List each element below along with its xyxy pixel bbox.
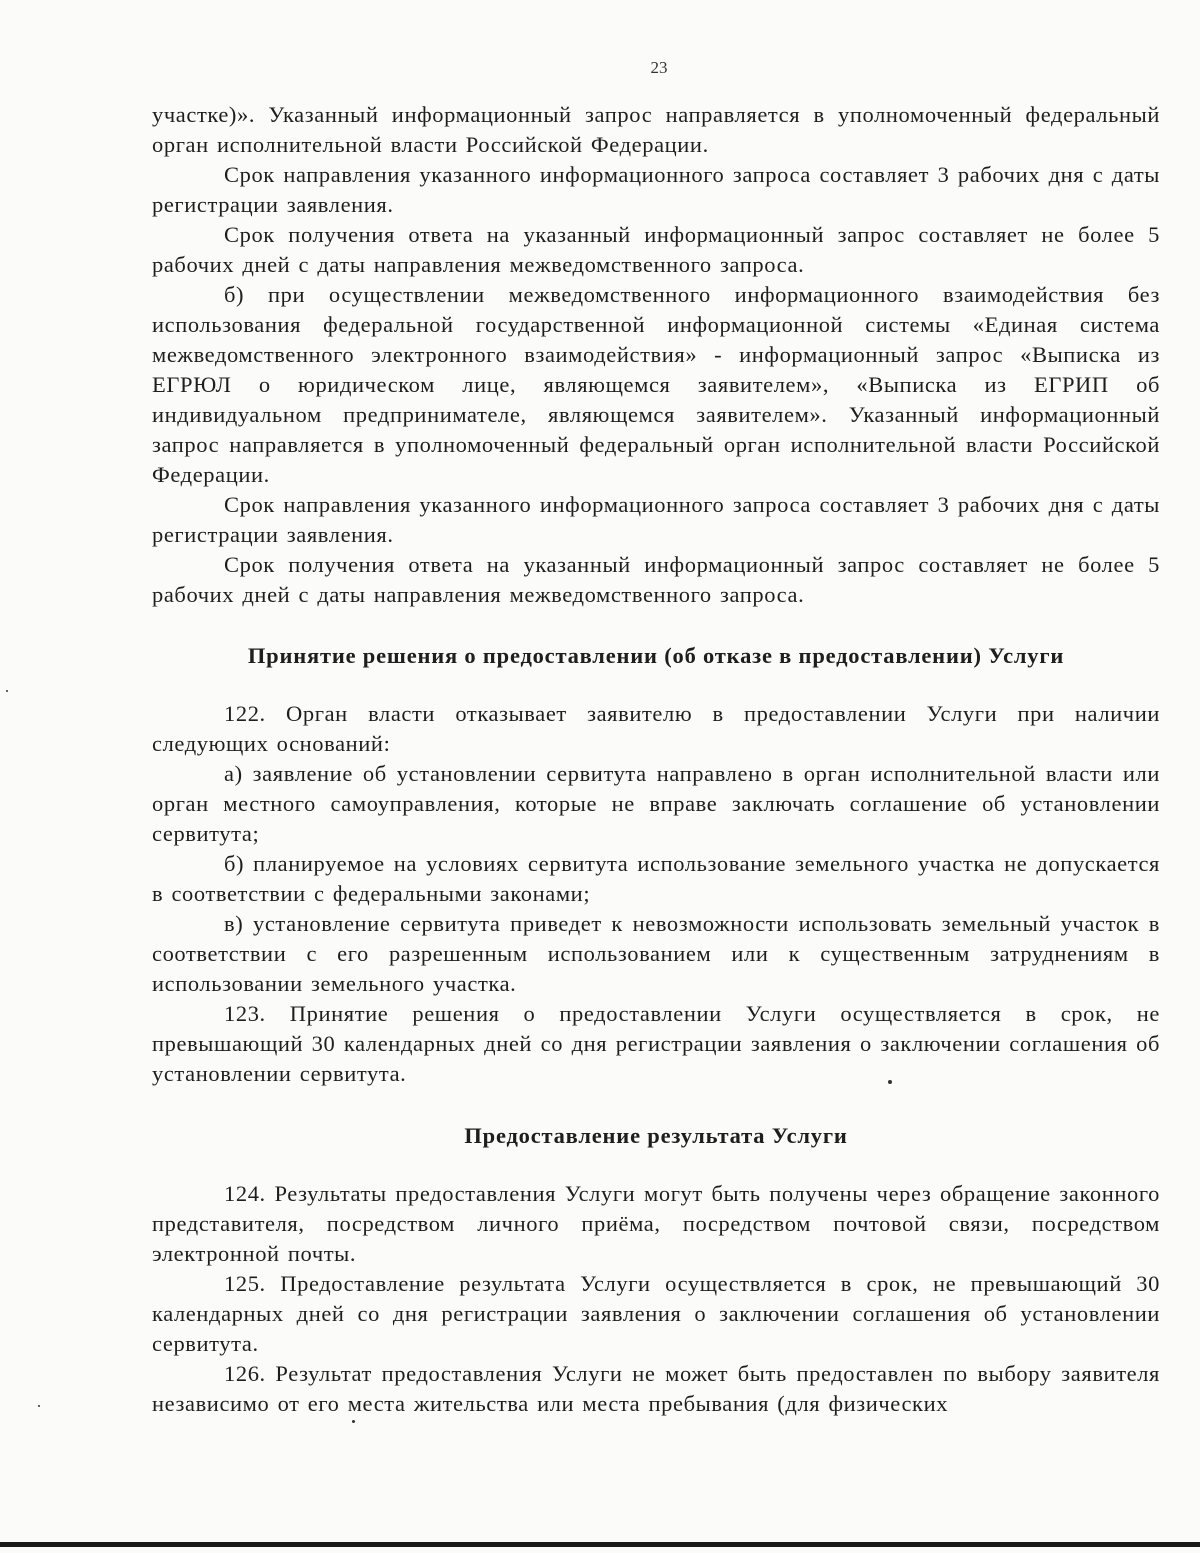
paragraph: Срок направления указанного информационного запроса составляет 3 рабочих дня с даты регистрации заявления. xyxy=(152,162,1160,217)
paragraph: Срок направления указанного информационного запроса составляет 3 рабочих дня с даты регистрации заявления. xyxy=(152,492,1160,547)
paragraph-126: 126. Результат предоставления Услуги не может быть предоставлен по выбору заявителя независимо от его места жительства или места пребывания (для физических xyxy=(152,1361,1160,1416)
paragraph-122-a: а) заявление об установлении сервитута направлено в орган исполнительной власти или орган местного самоуправления, которые не вправе заключать соглашение об установлении сервитута; xyxy=(152,761,1160,846)
paragraph-122: 122. Орган власти отказывает заявителю в предоставлении Услуги при наличии следующих оснований: xyxy=(152,701,1160,756)
paragraph: Срок получения ответа на указанный информационный запрос составляет не более 5 рабочих дней с даты направления межведомственного запроса. xyxy=(152,552,1160,607)
page-number: 23 xyxy=(650,58,668,77)
document-body xyxy=(152,100,1160,1419)
scan-speck xyxy=(38,1405,40,1407)
paragraph: Срок получения ответа на указанный информационный запрос составляет не более 5 рабочих дней с даты направления межведомственного запроса. xyxy=(152,222,1160,277)
paragraph: б) при осуществлении межведомственного информационного взаимодействия без использования федеральной государственной информационной системы «Единая система межведомственного электронного взаимодействия» - информационный запрос «Выписка из ЕГРЮЛ о юридическом лице, являющемся заявителем», «Выписка из ЕГРИП об индивидуальном предпринимателе, являющемся заявителем». Указанный информационный запрос направляется в уполномоченный федеральный орган исполнительной власти Российской Федерации. xyxy=(152,282,1160,487)
section-heading-result: Предоставление результата Услуги xyxy=(464,1123,848,1148)
scan-speck xyxy=(888,1080,892,1084)
section-heading-decision: Принятие решения о предоставлении (об отказе в предоставлении) Услуги xyxy=(247,643,1065,668)
scan-edge-line xyxy=(0,1542,1200,1547)
scan-speck xyxy=(352,1420,355,1423)
paragraph-122-c: в) установление сервитута приведет к невозможности использовать земельный участок в соответствии с его разрешенным использованием или к существенным затруднениям в использовании земельного участка. xyxy=(152,911,1160,996)
paragraph-125: 125. Предоставление результата Услуги осуществляется в срок, не превышающий 30 календарных дней со дня регистрации заявления о заключении соглашения об установлении сервитута. xyxy=(152,1271,1160,1356)
paragraph: участке)». Указанный информационный запрос направляется в уполномоченный федеральный орган исполнительной власти Российской Федерации. xyxy=(152,102,1160,157)
paragraph-124: 124. Результаты предоставления Услуги могут быть получены через обращение законного представителя, посредством личного приёма, посредством почтовой связи, посредством электронной почты. xyxy=(152,1181,1160,1266)
scan-speck xyxy=(6,690,8,692)
paragraph-122-b: б) планируемое на условиях сервитута использование земельного участка не допускается в соответствии с федеральными законами; xyxy=(152,851,1160,906)
paragraph-123: 123. Принятие решения о предоставлении Услуги осуществляется в срок, не превышающий 30 календарных дней со дня регистрации заявления о заключении соглашения об установлении сервитута. xyxy=(152,1001,1160,1086)
